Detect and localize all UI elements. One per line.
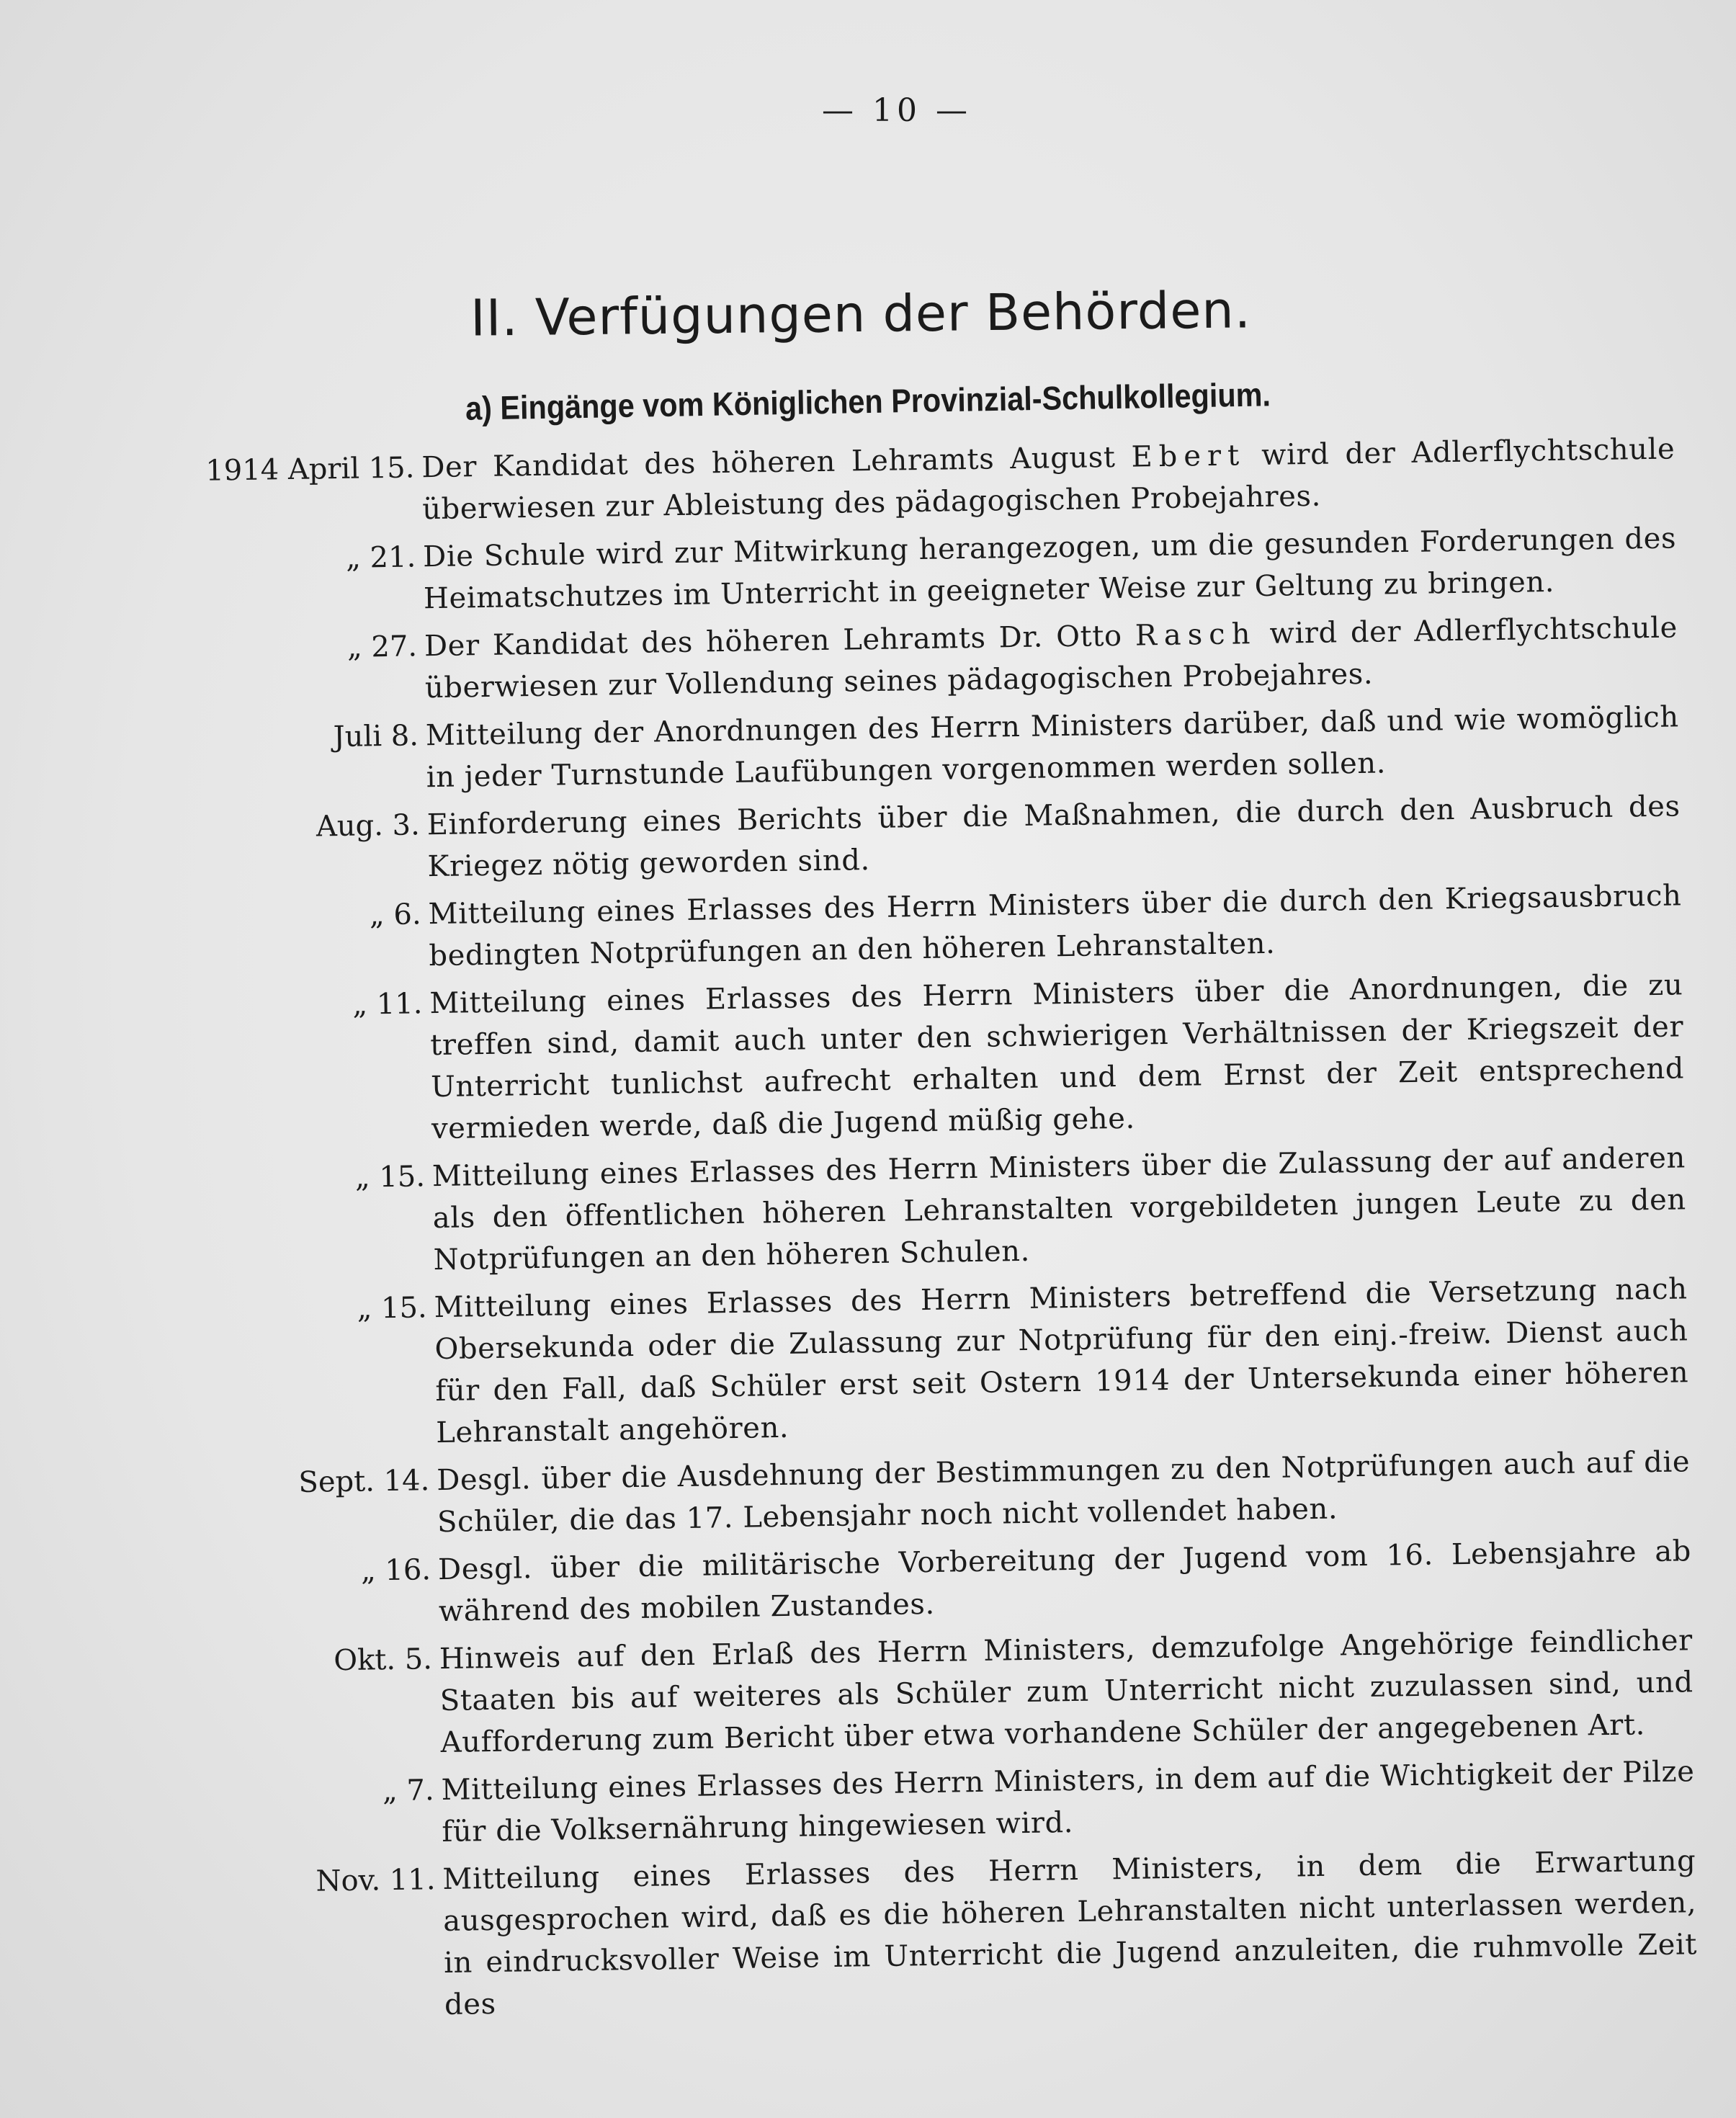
entry-text [426, 785, 1681, 888]
entry-text-part: Mitteilung eines Erlasses des Herrn Ministers über die Anordnungen, die zu treffen sind, damit auch unter den schwierigen Verhältnissen der Kriegszeit der Unterricht tunlichst aufrecht erhalten und dem Ernst der Zeit entsprechend vermieden werde, daß die Jugend müßig gehe. [429, 968, 1685, 1146]
entry-date: Sept. 14. [298, 1464, 430, 1499]
entry-text [432, 1137, 1687, 1281]
entry-text [438, 1530, 1693, 1632]
entry-item [192, 517, 1677, 623]
entry-item [191, 428, 1675, 534]
entry-item [210, 1751, 1695, 1856]
entry-date: „ 15. [354, 1160, 426, 1194]
entry-text-part: Der Kandidat des höheren Lehramts August [421, 440, 1132, 485]
entry-item [196, 785, 1681, 891]
entry-item [209, 1619, 1694, 1767]
entry-date: Juli 8. [333, 719, 419, 754]
entry-item [199, 964, 1685, 1153]
entry-text-part: wird der Adlerflychtschule überwiesen zur Ableistung des pädagogischen Probejahres. [421, 432, 1675, 527]
entry-date: 1914 April 15. [205, 451, 415, 488]
entry-date: Okt. 5. [333, 1643, 433, 1678]
entry-spaced-name: Rasch [1135, 617, 1257, 653]
entry-date: „ 6. [369, 898, 421, 932]
entry-date: „ 27. [346, 630, 418, 664]
entry-item [203, 1268, 1689, 1457]
section-title: II. Verfügungen der Behörden. [470, 280, 1252, 348]
entry-item [194, 607, 1678, 712]
entry-date: „ 7. [382, 1774, 434, 1808]
entry-text-part: Desgl. über die Ausdehnung der Bestimmungen zu den Notprüfungen auch auf die Schüler, die das 17. Lebensjahr noch nicht vollendet haben. [436, 1445, 1691, 1540]
entry-date: Nov. 11. [316, 1863, 436, 1898]
entry-text [434, 1268, 1689, 1454]
entry-text-part: Mitteilung eines Erlasses des Herrn Ministers betreffend die Versetzung nach Obersekunda oder die Zulassung zur Notprüfung für den einj.-freiw. Dienst auch für den Fall, daß Schüler erst seit Ostern 1914 der Untersekunda einer höheren Lehranstalt angehören. [434, 1272, 1689, 1450]
page-number: — 10 — [822, 92, 972, 129]
entry-text [425, 696, 1680, 798]
entry-item [206, 1441, 1691, 1547]
entry-text [441, 1751, 1696, 1853]
entry-spaced-name: Ebert [1131, 439, 1246, 474]
entry-text-part: Der Kandidat des höheren Lehramts Dr. Otto [424, 619, 1136, 663]
entry-date: Aug. 3. [316, 808, 421, 844]
entry-text-part: Einforderung eines Berichts über die Maßnahmen, die durch den Ausbruch des Kriegez nötig geworden sind. [426, 790, 1681, 884]
subsection-title: a) Eingänge vom Königlichen Provinzial-Schulkollegium. [465, 375, 1271, 427]
entry-text [437, 1441, 1691, 1543]
entry-date: „ 16. [360, 1553, 431, 1588]
entry-item [202, 1137, 1687, 1284]
entry-text [429, 964, 1685, 1150]
entry-text-part: Mitteilung eines Erlasses des Herrn Ministers, in dem auf die Wichtigkeit der Pilze für die Volksernährung hingewiesen wird. [441, 1755, 1695, 1849]
entry-text-part: Mitteilung eines Erlasses des Herrn Ministers über die durch den Kriegsausbruch bedingten Notprüfungen an den höheren Lehranstalten. [428, 879, 1682, 973]
entry-text-part: Mitteilung der Anordnungen des Herrn Ministers darüber, daß und wie womöglich in jeder Turnstunde Laufübungen vorgenommen werden sollen. [425, 700, 1680, 795]
entry-date: „ 15. [357, 1291, 428, 1326]
entry-text [423, 517, 1678, 620]
entry-text [442, 1840, 1698, 2026]
entry-text-part: Mitteilung eines Erlasses des Herrn Ministers über die Zulassung der auf anderen als den öffentlichen höheren Lehranstalten vorgebildeten jungen Leute zu den Notprüfungen an den höheren Schulen. [431, 1141, 1687, 1277]
entry-text [424, 607, 1679, 709]
entry-item [197, 875, 1682, 980]
entry-item [207, 1530, 1692, 1636]
entry-item [212, 1840, 1698, 2029]
entry-list [191, 428, 1698, 2034]
entry-text-part: Die Schule wird zur Mitwirkung herangezogen, um die gesunden Forderungen des Heimatschutzes im Unterricht in geeigneter Weise zur Geltung zu bringen. [422, 522, 1677, 616]
entry-text [421, 428, 1676, 530]
entry-item [195, 696, 1680, 802]
entry-text-part: Desgl. über die militärische Vorbereitung der Jugend vom 16. Lebensjahre ab während des mobilen Zustandes. [437, 1534, 1692, 1629]
entry-text [439, 1619, 1694, 1764]
entry-text-part: wird der Adlerflychtschule überwiesen zur Vollendung seines pädagogischen Probejahres. [424, 611, 1678, 705]
entry-date: „ 21. [345, 540, 416, 575]
entry-text-part: Mitteilung eines Erlasses des Herrn Ministers, in dem die Erwartung ausgesprochen wird, daß es die höheren Lehranstalten nicht unterlassen werden, in eindrucksvoller Weise im Unterricht die Jugend anzuleiten, die ruhmvolle Zeit des [442, 1844, 1698, 2022]
entry-text [428, 875, 1683, 977]
entry-text-part: Hinweis auf den Erlaß des Herrn Ministers, demzufolge Angehörige feindlicher Staaten bis auf weiteres als Schüler zum Unterricht nicht zuzulassen sind, und Aufforderung zum Bericht über etwa vorhandene Schüler der angegebenen Art. [439, 1624, 1694, 1760]
entry-date: „ 11. [352, 987, 423, 1022]
